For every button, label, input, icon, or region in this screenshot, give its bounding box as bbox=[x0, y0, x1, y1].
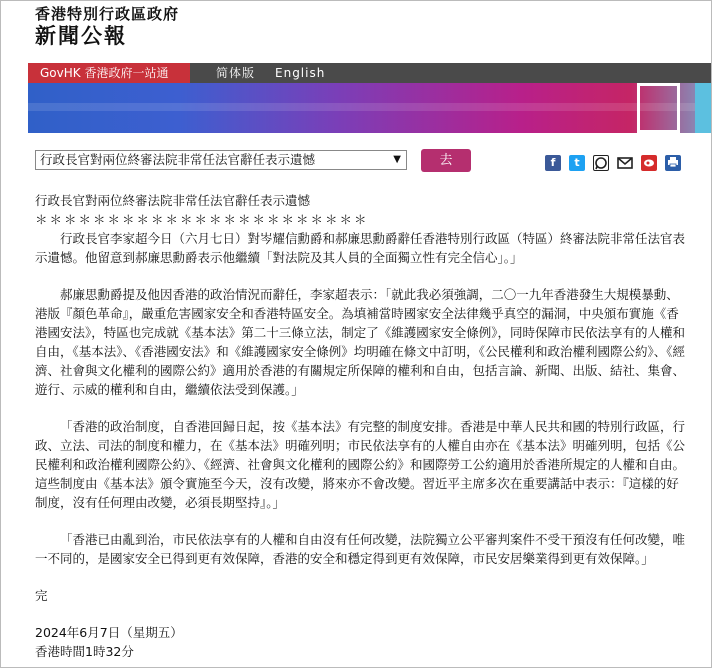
banner-frame-decoration bbox=[637, 83, 680, 133]
release-date: 2024年6月7日（星期五） bbox=[35, 625, 183, 640]
article-paragraph: 郝廉思勳爵提及他因香港的政治情況而辭任，李家超表示：「就此我必須強調，二〇一九年香港發生大規模暴動、港版『顏色革命』，嚴重危害國家安全和香港特區安全。為填補當時國家安全法律幾乎真空的漏洞，中央頒布實施《香港國安法》，特區也完成就《基本法》第二十三條立法，制定了《維護國家安全條例》，同時保障市民依法享有的人權和自由，《基本法》、《香港國安法》和《維護國家安全條例》均明確在條文中訂明，《公民權利和政治權利國際公約》、《經濟、社會與文化權利的國際公約》適用於香港的有關規定所保障的權利和自由，包括言論、新聞、出版、結社、集會、遊行、示威的權利和自由，繼續依法受到保護。」 bbox=[35, 287, 686, 397]
article-paragraph: 「香港的政治制度，自香港回歸日起，按《基本法》有完整的制度安排。香港是中華人民共和國的特別行政區，行政、立法、司法的制度和權力，在《基本法》明確列明；市民依法享有的人權自由亦在《基本法》明確列明，包括《公民權利和政治權利國際公約》、《經濟、社會與文化權利的國際公約》和國際勞工公約適用於香港所規定的人權和自由。這些制度由《基本法》頒令實施至今天，沒有改變，將來亦不會改變。習近平主席多次在重要講話中表示：『這樣的好制度，沒有任何理由改變，必須長期堅持』。」 bbox=[35, 419, 686, 510]
weibo-icon[interactable] bbox=[641, 155, 657, 171]
press-release-select[interactable] bbox=[35, 150, 407, 170]
go-button[interactable]: 去 bbox=[421, 149, 471, 172]
press-release-body bbox=[35, 191, 687, 661]
title-separator: ＊＊＊＊＊＊＊＊＊＊＊＊＊＊＊＊＊＊＊＊＊＊＊ bbox=[35, 212, 369, 227]
simplified-chinese-link[interactable]: 简体版 bbox=[216, 66, 256, 80]
whatsapp-icon[interactable] bbox=[593, 155, 609, 171]
gov-name: 香港特別行政區政府 bbox=[35, 5, 180, 23]
header-banner bbox=[28, 83, 712, 133]
site-header bbox=[35, 7, 179, 47]
whatsapp-glyph bbox=[594, 156, 608, 170]
printer-glyph bbox=[666, 155, 680, 169]
twitter-icon[interactable]: t bbox=[569, 155, 585, 171]
release-time: 香港時間1時32分 bbox=[35, 644, 134, 659]
press-release-select-value: 行政長官對兩位終審法院非常任法官辭任表示遺憾 bbox=[40, 152, 316, 167]
end-mark: 完 bbox=[35, 588, 48, 603]
article-paragraph: 行政長官李家超今日（六月七日）對岑耀信勳爵和郝廉思勳爵辭任香港特別行政區（特區）終審法院非常任法官表示遺憾。他留意到郝廉思勳爵表示他繼續「對法院及其人員的全面獨立性有完全信心」。」 bbox=[35, 231, 686, 265]
print-icon[interactable] bbox=[665, 155, 681, 171]
top-nav-bar bbox=[28, 63, 712, 83]
chevron-down-icon: ▼ bbox=[393, 154, 401, 165]
english-link[interactable]: English bbox=[275, 66, 326, 80]
weibo-glyph bbox=[642, 155, 656, 169]
banner-side-decoration bbox=[695, 83, 712, 133]
envelope-glyph bbox=[617, 155, 633, 171]
article-paragraph: 「香港已由亂到治，市民依法享有的人權和自由沒有任何改變，法院獨立公平審判案件不受干預沒有任何改變，唯一不同的，是國家安全已得到更有效保障，香港的安全和穩定得到更有效保障，市民安居樂業得到更有效保障。」 bbox=[35, 532, 686, 566]
govhk-link[interactable]: GovHK 香港政府一站通 bbox=[28, 63, 190, 83]
banner-stripe bbox=[28, 103, 712, 111]
email-icon[interactable] bbox=[617, 155, 633, 171]
section-title[interactable]: 新聞公報 bbox=[35, 24, 127, 48]
facebook-icon[interactable]: f bbox=[545, 155, 561, 171]
article-title: 行政長官對兩位終審法院非常任法官辭任表示遺憾 bbox=[35, 193, 311, 208]
